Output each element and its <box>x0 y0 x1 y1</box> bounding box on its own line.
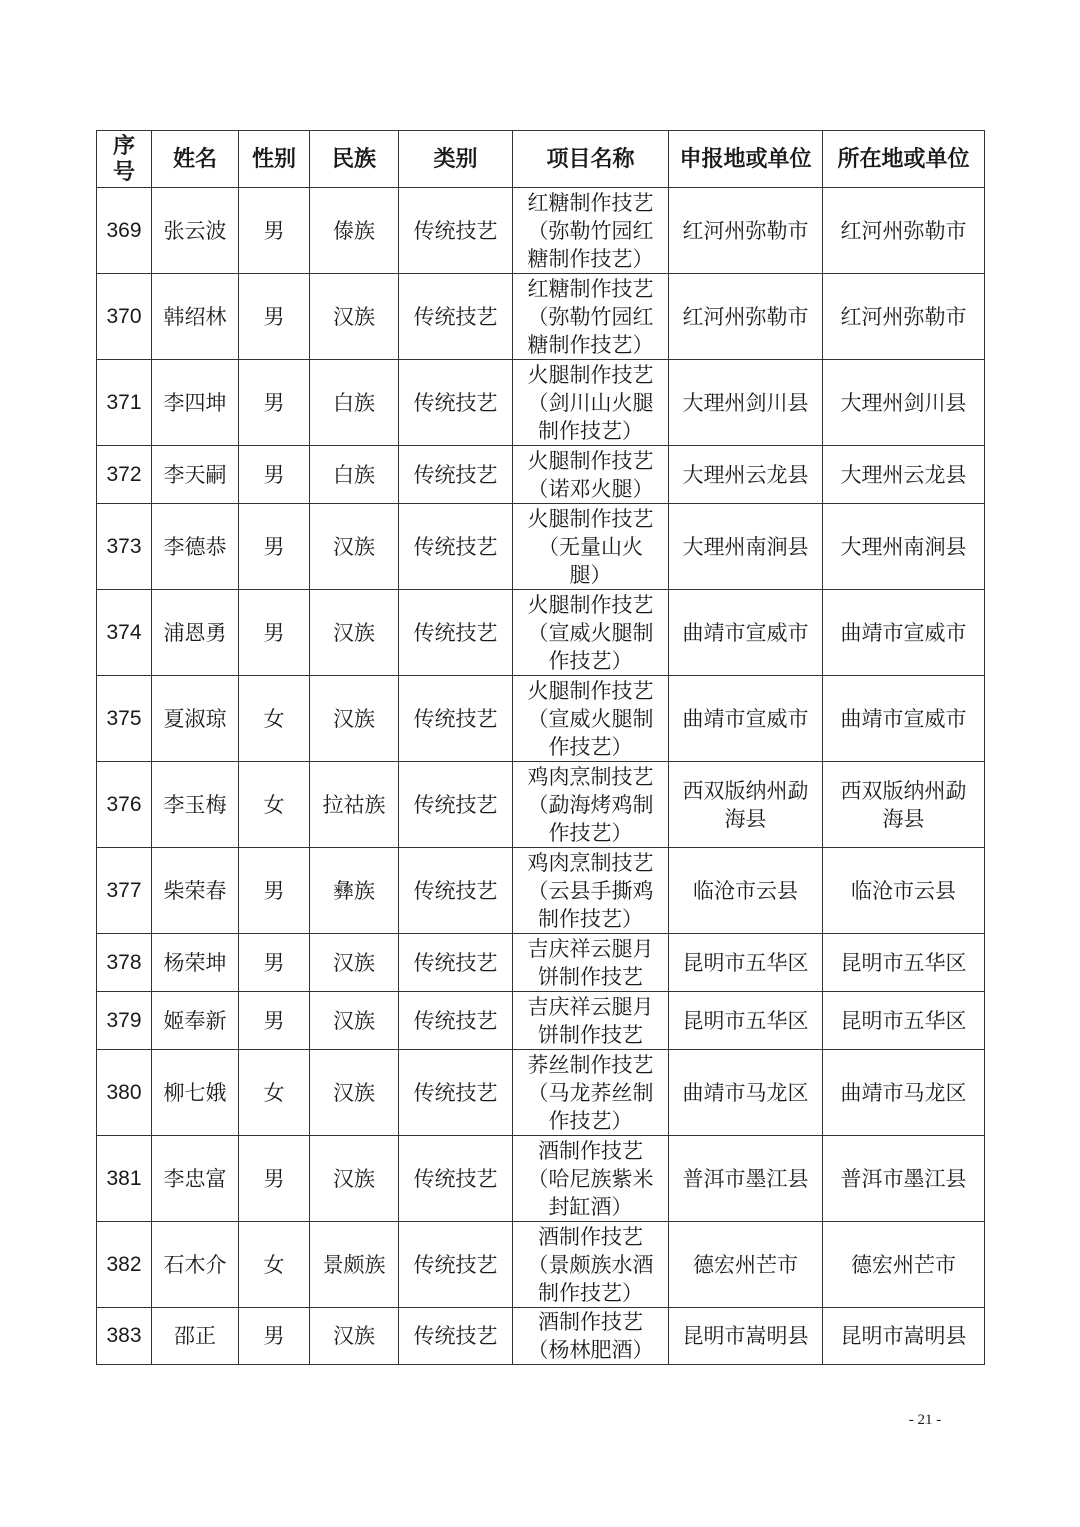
cell-line: 吉庆祥云腿月 <box>527 994 654 1019</box>
cell-gender: 男 <box>239 274 310 360</box>
table-row <box>97 504 985 590</box>
cell-ethnicity: 汉族 <box>310 274 399 360</box>
cell-declared <box>669 1222 823 1308</box>
table-row <box>97 1050 985 1136</box>
cell-line: 糖制作技艺） <box>527 332 654 357</box>
cell-project <box>513 360 669 446</box>
cell-line: （勐海烤鸡制 <box>527 792 654 817</box>
cell-line: 腿） <box>569 562 612 587</box>
cell-seq: 374 <box>97 590 152 676</box>
cell-category: 传统技艺 <box>399 1050 513 1136</box>
cell-seq: 370 <box>97 274 152 360</box>
cell-located <box>823 1136 985 1222</box>
cell-declared <box>669 676 823 762</box>
cell-project <box>513 1050 669 1136</box>
cell-line: 大理州云龙县 <box>840 462 967 487</box>
cell-line: （诺邓火腿） <box>527 476 654 501</box>
cell-line: 荞丝制作技艺 <box>527 1052 654 1077</box>
cell-ethnicity: 汉族 <box>310 676 399 762</box>
cell-gender: 男 <box>239 1308 310 1365</box>
table-row <box>97 274 985 360</box>
cell-line: 火腿制作技艺 <box>527 362 654 387</box>
cell-located <box>823 1308 985 1365</box>
cell-declared <box>669 446 823 504</box>
cell-line: （无量山火 <box>538 534 643 559</box>
cell-line: 糖制作技艺） <box>527 246 654 271</box>
cell-project <box>513 590 669 676</box>
header-seq-line: 号 <box>112 159 135 185</box>
cell-name: 李德恭 <box>152 504 239 590</box>
cell-ethnicity: 景颇族 <box>310 1222 399 1308</box>
cell-line: 曲靖市马龙区 <box>682 1080 809 1105</box>
cell-located <box>823 274 985 360</box>
cell-seq: 376 <box>97 762 152 848</box>
cell-line: （宣威火腿制 <box>527 706 654 731</box>
cell-seq: 375 <box>97 676 152 762</box>
cell-line: 大理州南涧县 <box>840 534 967 559</box>
cell-project <box>513 1136 669 1222</box>
cell-ethnicity: 彝族 <box>310 848 399 934</box>
cell-line: 作技艺） <box>548 734 633 759</box>
cell-project <box>513 1308 669 1365</box>
cell-line: 红糖制作技艺 <box>527 190 654 215</box>
cell-line: 饼制作技艺 <box>538 964 643 989</box>
cell-ethnicity: 汉族 <box>310 1050 399 1136</box>
cell-line: 西双版纳州勐 <box>840 778 967 803</box>
cell-located <box>823 1222 985 1308</box>
cell-declared <box>669 1308 823 1365</box>
cell-category: 传统技艺 <box>399 1308 513 1365</box>
cell-gender: 女 <box>239 762 310 848</box>
cell-ethnicity: 白族 <box>310 360 399 446</box>
cell-name: 邵正 <box>152 1308 239 1365</box>
cell-name: 夏淑琼 <box>152 676 239 762</box>
cell-category: 传统技艺 <box>399 676 513 762</box>
cell-seq: 378 <box>97 934 152 992</box>
cell-line: 红河州弥勒市 <box>840 218 967 243</box>
cell-category: 传统技艺 <box>399 590 513 676</box>
cell-project <box>513 934 669 992</box>
cell-seq: 377 <box>97 848 152 934</box>
header-seq-line: 序 <box>112 133 135 159</box>
cell-project <box>513 762 669 848</box>
cell-name: 韩绍林 <box>152 274 239 360</box>
cell-line: 火腿制作技艺 <box>527 678 654 703</box>
cell-line: 饼制作技艺 <box>538 1022 643 1047</box>
cell-declared <box>669 274 823 360</box>
header-name: 姓名 <box>152 131 239 188</box>
cell-line: 作技艺） <box>548 648 633 673</box>
cell-line: （云县手撕鸡 <box>527 878 654 903</box>
cell-gender: 男 <box>239 992 310 1050</box>
header-declared: 申报地或单位 <box>669 131 823 188</box>
cell-located <box>823 188 985 274</box>
cell-declared <box>669 188 823 274</box>
cell-located <box>823 1050 985 1136</box>
cell-gender: 女 <box>239 676 310 762</box>
cell-category: 传统技艺 <box>399 762 513 848</box>
cell-declared <box>669 992 823 1050</box>
cell-located <box>823 992 985 1050</box>
cell-category: 传统技艺 <box>399 446 513 504</box>
cell-line: 鸡肉烹制技艺 <box>527 764 654 789</box>
cell-line: 曲靖市宣威市 <box>682 706 809 731</box>
cell-category: 传统技艺 <box>399 992 513 1050</box>
cell-line: 制作技艺） <box>538 1280 643 1305</box>
cell-gender: 男 <box>239 446 310 504</box>
header-row <box>97 131 985 188</box>
cell-project <box>513 992 669 1050</box>
cell-line: 海县 <box>882 806 925 831</box>
cell-seq: 381 <box>97 1136 152 1222</box>
cell-category: 传统技艺 <box>399 274 513 360</box>
cell-name: 李忠富 <box>152 1136 239 1222</box>
cell-line: 酒制作技艺 <box>538 1224 643 1249</box>
header-gender: 性别 <box>239 131 310 188</box>
cell-gender: 男 <box>239 590 310 676</box>
cell-project <box>513 676 669 762</box>
cell-category: 传统技艺 <box>399 188 513 274</box>
cell-ethnicity: 汉族 <box>310 1308 399 1365</box>
table-row <box>97 762 985 848</box>
table-row <box>97 992 985 1050</box>
header-project: 项目名称 <box>513 131 669 188</box>
table-body <box>97 188 985 1365</box>
cell-located <box>823 446 985 504</box>
cell-declared <box>669 1136 823 1222</box>
cell-line: （宣威火腿制 <box>527 620 654 645</box>
cell-seq: 371 <box>97 360 152 446</box>
cell-category: 传统技艺 <box>399 504 513 590</box>
cell-line: 红河州弥勒市 <box>682 304 809 329</box>
cell-line: 曲靖市宣威市 <box>682 620 809 645</box>
cell-gender: 女 <box>239 1222 310 1308</box>
cell-line: 红河州弥勒市 <box>840 304 967 329</box>
cell-located <box>823 934 985 992</box>
table-row <box>97 848 985 934</box>
cell-line: 曲靖市宣威市 <box>840 620 967 645</box>
cell-line: 制作技艺） <box>538 906 643 931</box>
cell-ethnicity: 白族 <box>310 446 399 504</box>
cell-declared <box>669 360 823 446</box>
cell-line: 临沧市云县 <box>851 878 956 903</box>
cell-seq: 373 <box>97 504 152 590</box>
cell-ethnicity: 汉族 <box>310 992 399 1050</box>
cell-ethnicity: 汉族 <box>310 934 399 992</box>
table-row <box>97 1308 985 1365</box>
cell-line: 作技艺） <box>548 1108 633 1133</box>
cell-line: 红河州弥勒市 <box>682 218 809 243</box>
cell-category: 传统技艺 <box>399 360 513 446</box>
cell-line: 封缸酒） <box>548 1194 633 1219</box>
cell-line: 火腿制作技艺 <box>527 592 654 617</box>
inheritor-table <box>96 130 985 1365</box>
cell-category: 传统技艺 <box>399 1136 513 1222</box>
cell-line: 大理州剑川县 <box>682 390 809 415</box>
cell-ethnicity: 拉祜族 <box>310 762 399 848</box>
header-ethnicity: 民族 <box>310 131 399 188</box>
cell-declared <box>669 934 823 992</box>
table-row <box>97 934 985 992</box>
cell-seq: 380 <box>97 1050 152 1136</box>
cell-gender: 男 <box>239 934 310 992</box>
header-seq <box>97 131 152 188</box>
cell-project <box>513 274 669 360</box>
cell-line: （哈尼族紫米 <box>527 1166 654 1191</box>
cell-project <box>513 1222 669 1308</box>
cell-name: 柴荣春 <box>152 848 239 934</box>
cell-name: 浦恩勇 <box>152 590 239 676</box>
cell-line: 海县 <box>724 806 767 831</box>
cell-category: 传统技艺 <box>399 934 513 992</box>
cell-name: 柳七娥 <box>152 1050 239 1136</box>
cell-line: （杨林肥酒） <box>527 1338 654 1362</box>
cell-line: 曲靖市马龙区 <box>840 1080 967 1105</box>
table-row <box>97 1136 985 1222</box>
cell-name: 杨荣坤 <box>152 934 239 992</box>
cell-ethnicity: 傣族 <box>310 188 399 274</box>
cell-seq: 383 <box>97 1308 152 1365</box>
cell-line: 大理州南涧县 <box>682 534 809 559</box>
cell-declared <box>669 590 823 676</box>
cell-located <box>823 762 985 848</box>
cell-line: （弥勒竹园红 <box>527 304 654 329</box>
cell-line: 德宏州芒市 <box>693 1252 798 1277</box>
cell-line: 火腿制作技艺 <box>527 448 654 473</box>
cell-ethnicity: 汉族 <box>310 1136 399 1222</box>
cell-name: 李四坤 <box>152 360 239 446</box>
cell-gender: 男 <box>239 504 310 590</box>
cell-name: 姬奉新 <box>152 992 239 1050</box>
page-number: - 21 - <box>908 1412 942 1428</box>
cell-ethnicity: 汉族 <box>310 504 399 590</box>
cell-line: 普洱市墨江县 <box>840 1166 967 1191</box>
header-located: 所在地或单位 <box>823 131 985 188</box>
table-row <box>97 360 985 446</box>
cell-declared <box>669 848 823 934</box>
cell-line: 昆明市五华区 <box>682 950 809 975</box>
cell-line: 红糖制作技艺 <box>527 276 654 301</box>
cell-line: 作技艺） <box>548 820 633 845</box>
cell-located <box>823 590 985 676</box>
cell-name: 张云波 <box>152 188 239 274</box>
cell-line: 大理州剑川县 <box>840 390 967 415</box>
cell-located <box>823 848 985 934</box>
cell-line: （剑川山火腿 <box>527 390 654 415</box>
cell-line: 大理州云龙县 <box>682 462 809 487</box>
cell-project <box>513 848 669 934</box>
cell-project <box>513 188 669 274</box>
cell-gender: 男 <box>239 188 310 274</box>
cell-line: 昆明市嵩明县 <box>682 1324 809 1348</box>
cell-line: 酒制作技艺 <box>538 1138 643 1163</box>
cell-name: 李天嗣 <box>152 446 239 504</box>
cell-seq: 379 <box>97 992 152 1050</box>
cell-line: 昆明市五华区 <box>682 1008 809 1033</box>
cell-name: 李玉梅 <box>152 762 239 848</box>
cell-seq: 369 <box>97 188 152 274</box>
cell-category: 传统技艺 <box>399 848 513 934</box>
cell-declared <box>669 762 823 848</box>
cell-line: 昆明市五华区 <box>840 950 967 975</box>
cell-located <box>823 360 985 446</box>
cell-line: （马龙荞丝制 <box>527 1080 654 1105</box>
cell-gender: 男 <box>239 360 310 446</box>
cell-line: （弥勒竹园红 <box>527 218 654 243</box>
cell-line: 酒制作技艺 <box>538 1310 643 1334</box>
cell-line: 曲靖市宣威市 <box>840 706 967 731</box>
cell-project <box>513 446 669 504</box>
cell-line: 普洱市墨江县 <box>682 1166 809 1191</box>
cell-project <box>513 504 669 590</box>
cell-name: 石木介 <box>152 1222 239 1308</box>
cell-category: 传统技艺 <box>399 1222 513 1308</box>
cell-gender: 男 <box>239 848 310 934</box>
cell-line: 制作技艺） <box>538 418 643 443</box>
cell-line: （景颇族水酒 <box>527 1252 654 1277</box>
table-row <box>97 1222 985 1308</box>
header-category: 类别 <box>399 131 513 188</box>
cell-seq: 372 <box>97 446 152 504</box>
cell-line: 昆明市五华区 <box>840 1008 967 1033</box>
cell-line: 德宏州芒市 <box>851 1252 956 1277</box>
table-row <box>97 676 985 762</box>
cell-line: 鸡肉烹制技艺 <box>527 850 654 875</box>
cell-line: 昆明市嵩明县 <box>840 1324 967 1348</box>
cell-ethnicity: 汉族 <box>310 590 399 676</box>
cell-line: 吉庆祥云腿月 <box>527 936 654 961</box>
table-row <box>97 188 985 274</box>
cell-line: 西双版纳州勐 <box>682 778 809 803</box>
cell-declared <box>669 504 823 590</box>
table-row <box>97 590 985 676</box>
cell-seq: 382 <box>97 1222 152 1308</box>
cell-line: 火腿制作技艺 <box>527 506 654 531</box>
cell-gender: 男 <box>239 1136 310 1222</box>
cell-gender: 女 <box>239 1050 310 1136</box>
cell-located <box>823 676 985 762</box>
table-row <box>97 446 985 504</box>
cell-declared <box>669 1050 823 1136</box>
cell-located <box>823 504 985 590</box>
cell-line: 临沧市云县 <box>693 878 798 903</box>
